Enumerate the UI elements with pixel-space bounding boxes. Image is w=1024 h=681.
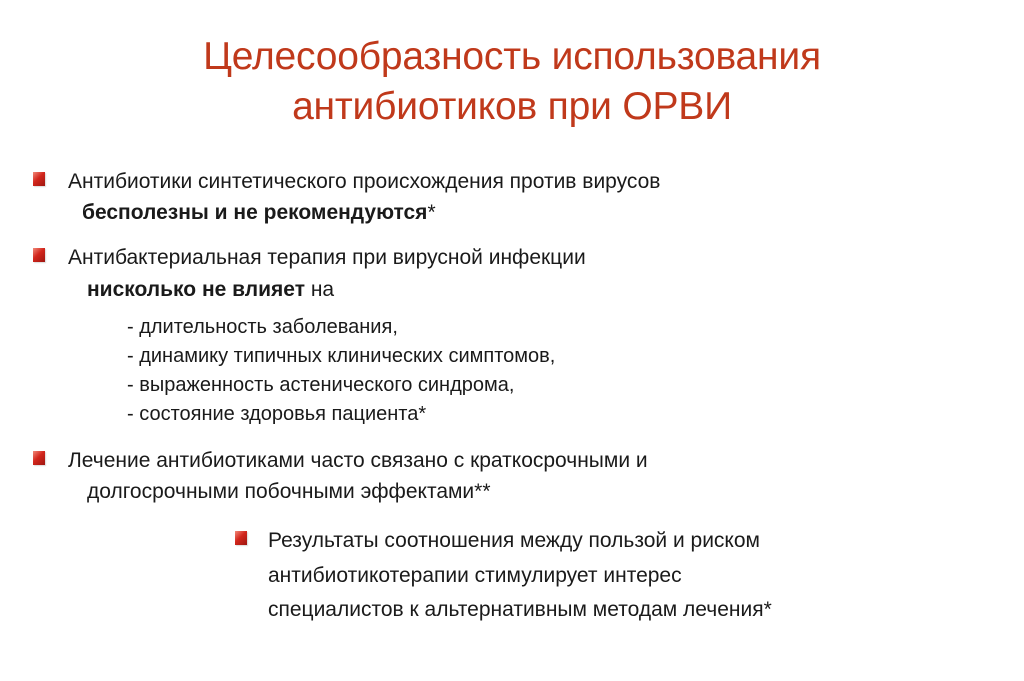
item-1-line-1: Антибиотики синтетического происхождения против вирусов [68,170,661,193]
square-bullet-icon [33,172,45,186]
item-2-emphasis: нисколько не влияет [87,278,305,301]
item-4-line-1: Результаты соотношения между пользой и риском [268,529,760,552]
item-2-line-1: Антибактериальная терапия при вирусной инфекции [68,246,586,269]
item-2-subitem: - динамику типичных клинических симптомов, [127,345,556,367]
item-4-line-3: специалистов к альтернативным методам лечения* [268,598,772,621]
item-3-line-1: Лечение антибиотиками часто связано с краткосрочными и [68,449,648,472]
item-2-subitem: - состояние здоровья пациента* [127,403,427,425]
item-2-subitem: - выраженность астенического синдрома, [127,374,515,396]
item-1-footnote-mark: * [427,201,436,224]
title-line-2: антибиотиков при ОРВИ [292,85,732,128]
item-2-line-2-rest: на [304,278,335,301]
title-line-1: Целесообразность использования [203,35,821,78]
square-bullet-icon [33,248,45,262]
slide-title [0,32,1024,132]
square-bullet-icon [33,451,45,465]
item-4-line-2: антибиотикотерапии стимулирует интерес [268,564,682,587]
item-2-subitem: - длительность заболевания, [127,316,398,338]
item-1-emphasis: бесполезны и не рекомендуются [82,201,428,224]
item-1-line-2 [82,199,436,227]
item-2-line-2 [87,276,334,304]
item-3-line-2: долгосрочными побочными эффектами** [87,480,491,503]
square-bullet-icon [235,531,247,545]
